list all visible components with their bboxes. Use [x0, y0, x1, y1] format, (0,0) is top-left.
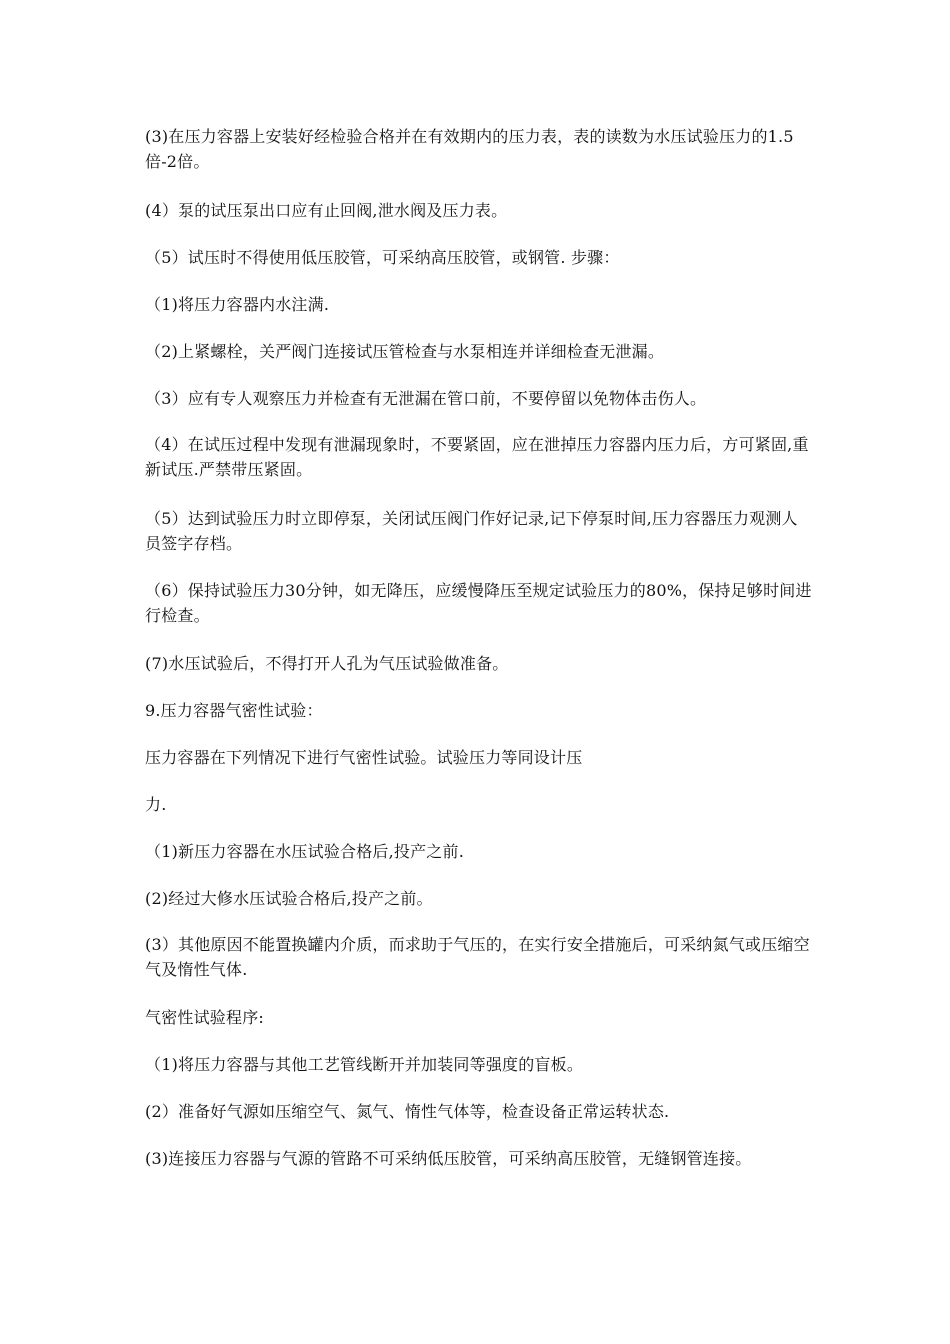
- paragraph-pressure-gauge: (3)在压力容器上安装好经检验合格并在有效期内的压力表，表的读数为水压试验压力的1.5倍-2倍。: [145, 127, 794, 171]
- paragraph-step-after-test: (7)水压试验后，不得打开人孔为气压试验做准备。: [145, 654, 509, 673]
- paragraph-hose-steps: （5）试压时不得使用低压胶管，可采纳高压胶管，或钢管. 步骤：: [145, 248, 620, 267]
- paragraph-step-tighten-bolts: （2)上紧螺栓，关严阀门连接试压管检查与水泵相连并详细检查无泄漏。: [145, 342, 665, 361]
- subheading-procedure: 气密性试验程序:: [145, 1008, 264, 1027]
- paragraph-procedure-isolate: （1)将压力容器与其他工艺管线断开并加装同等强度的盲板。: [145, 1055, 584, 1074]
- paragraph-step-observe: （3）应有专人观察压力并检查有无泄漏在管口前，不要停留以免物体击伤人。: [145, 389, 707, 408]
- paragraph-step-hold-pressure: （6）保持试验压力30分钟，如无降压，应缓慢降压至规定试验压力的80%，保持足够时间进行检查。: [145, 581, 812, 625]
- paragraph-step-fill-water: （1)将压力容器内水注满.: [145, 295, 330, 314]
- paragraph-step-stop-pump: （5）达到试验压力时立即停泵，关闭试压阀门作好记录,记下停泵时间,压力容器压力观测人员签字存档。: [145, 509, 798, 553]
- paragraph-conditions-intro: 压力容器在下列情况下进行气密性试验。试验压力等同设计压: [145, 748, 583, 767]
- paragraph-condition-new-vessel: （1)新压力容器在水压试验合格后,投产之前.: [145, 842, 464, 861]
- paragraph-procedure-gas-source: (2）准备好气源如压缩空气、氮气、惰性气体等，检查设备正常运转状态.: [145, 1102, 670, 1121]
- paragraph-conditions-intro-cont: 力.: [145, 795, 167, 814]
- paragraph-procedure-connect: (3)连接压力容器与气源的管路不可采纳低压胶管，可采纳高压胶管，无缝钢管连接。: [145, 1149, 752, 1168]
- paragraph-condition-other: (3）其他原因不能置换罐内介质，而求助于气压的，在实行安全措施后，可采纳氮气或压缩空气及惰性气体.: [145, 935, 810, 979]
- paragraph-pump-outlet: (4）泵的试压泵出口应有止回阀,泄水阀及压力表。: [145, 201, 508, 220]
- section-heading-air-tightness: 9.压力容器气密性试验：: [145, 701, 323, 720]
- paragraph-step-leak: （4）在试压过程中发现有泄漏现象时，不要紧固，应在泄掉压力容器内压力后，方可紧固,重新试压.严禁带压紧固。: [145, 435, 809, 479]
- paragraph-condition-overhaul: (2)经过大修水压试验合格后,投产之前。: [145, 889, 433, 908]
